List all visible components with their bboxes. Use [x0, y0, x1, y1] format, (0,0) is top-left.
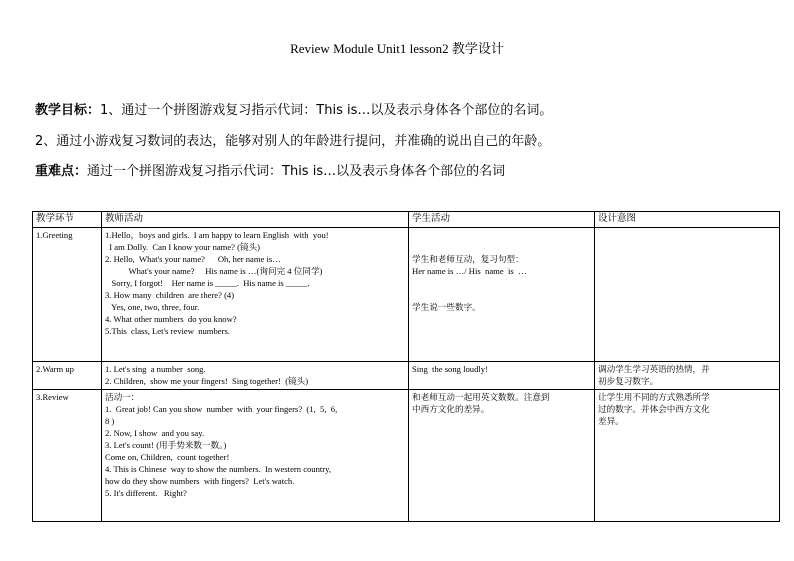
lesson-plan-table	[32, 211, 780, 522]
key-points-text: 通过一个拼图游戏复习指示代词：This is…以及表示身体各个部位的名词	[87, 164, 506, 179]
stage-cell	[33, 227, 102, 361]
objective-1-text: 1、通过一个拼图游戏复习指示代词：This is…以及表示身体各个部位的名词。	[100, 103, 553, 118]
teacher-activity-cell	[102, 227, 409, 361]
teacher-line: 2. Children, show me your fingers! Sing together! (镜头)	[105, 375, 309, 386]
teacher-line: 1. Let's sing a number song.	[105, 363, 206, 374]
design-purpose-cell	[595, 227, 780, 361]
stage-cell	[33, 361, 102, 389]
teacher-line: 1. Great job! Can you show number with your fingers? (1, 5, 6,	[105, 403, 338, 414]
teacher-line: 5. It's different. Right?	[105, 488, 187, 499]
student-activity-cell	[409, 389, 595, 521]
purpose-line: 让学生用不同的方式熟悉所学	[598, 391, 710, 402]
student-line: 学生说一些数字。	[412, 302, 481, 313]
teacher-line: Sorry, I forgot! Her name is _____. His name is _____.	[105, 277, 310, 288]
purpose-line: 差异。	[598, 415, 624, 426]
teacher-line: Come on, Children, count together!	[105, 451, 230, 462]
purpose-line: 调动学生学习英语的热情，并	[598, 363, 710, 374]
teacher-line: Yes, one, two, three, four.	[105, 302, 200, 313]
design-purpose-cell	[595, 361, 780, 389]
teacher-line: 活动一：	[105, 391, 140, 402]
table-row	[33, 389, 780, 521]
stage-label: 3.Review	[36, 391, 69, 402]
design-purpose-cell	[595, 389, 780, 521]
teacher-line: 4. This is Chinese way to show the numbers. In western country,	[105, 464, 332, 475]
key-points-label: 重难点：	[35, 164, 88, 179]
teacher-line: What's your name? His name is …(询问完 4 位同学)	[105, 265, 323, 276]
teacher-line: 2. Hello, What's your name? Oh, her name is…	[105, 253, 281, 264]
student-line: Sing the song loudly!	[412, 363, 488, 374]
key-points	[35, 160, 505, 179]
teacher-line: 3. How many children are there? (4)	[105, 289, 235, 300]
header-teacher: 教师活动	[102, 212, 409, 228]
student-line	[412, 229, 591, 241]
teacher-line: how do they show numbers with fingers? Let's watch.	[105, 476, 295, 487]
student-activity-cell	[409, 361, 595, 389]
header-stage: 教学环节	[33, 212, 102, 228]
table-header-row	[33, 212, 780, 228]
document-title: Review Module Unit1 lesson2 教学设计	[290, 41, 504, 56]
stage-label: 2.Warm up	[36, 363, 74, 374]
teacher-activity-cell	[102, 389, 409, 521]
teacher-line: I am Dolly. Can I know your name? (镜头)	[105, 241, 261, 252]
table-row	[33, 361, 780, 389]
student-line	[412, 241, 591, 253]
teacher-line: 5.This class, Let's review numbers.	[105, 326, 230, 337]
teacher-activity-cell	[102, 361, 409, 389]
purpose-line: 初步复习数字。	[598, 375, 659, 386]
teacher-line: 8 )	[105, 415, 115, 426]
student-line: 中西方文化的差异。	[412, 403, 490, 414]
student-line	[412, 289, 591, 301]
header-student: 学生活动	[409, 212, 595, 228]
teacher-line: 1.Hello，boys and girls. I am happy to learn English with you!	[105, 229, 329, 240]
student-line: Her name is …/ His name is …	[412, 265, 527, 276]
stage-label: 1.Greeting	[36, 229, 73, 240]
objective-label: 教学目标：	[35, 103, 101, 118]
teacher-line: 4. What other numbers do you know?	[105, 314, 237, 325]
student-line: 和老师互动一起用英文数数。注意到	[412, 391, 550, 402]
table-row	[33, 227, 780, 361]
objective-1	[35, 99, 552, 118]
header-purpose: 设计意图	[595, 212, 780, 228]
teacher-line: 3. Let's count! (用手势来数一数。)	[105, 439, 227, 450]
student-line	[412, 277, 591, 289]
student-line: 学生和老师互动，复习句型：	[412, 253, 524, 264]
objective-2: 2、通过小游戏复习数词的表达，能够对别人的年龄进行提问，并准确的说出自己的年龄。	[35, 134, 551, 149]
student-activity-cell	[409, 227, 595, 361]
stage-cell	[33, 389, 102, 521]
purpose-line: 过的数字。并体会中西方文化	[598, 403, 710, 414]
teacher-line: 2. Now, I show and you say.	[105, 427, 205, 438]
